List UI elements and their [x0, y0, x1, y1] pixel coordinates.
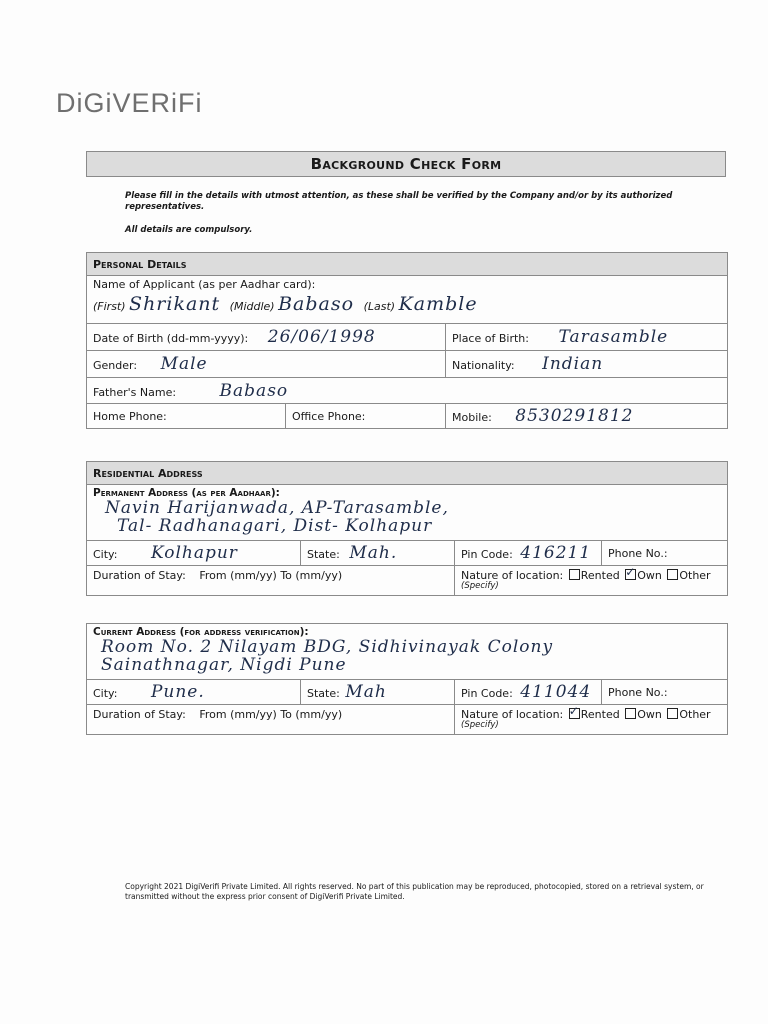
- home-phone-label: Home Phone:: [93, 409, 167, 423]
- cur-own-checkbox[interactable]: [625, 708, 636, 719]
- personal-details-table: [86, 252, 728, 429]
- cur-rented-label: Rented: [580, 708, 620, 721]
- last-name-value: Kamble: [398, 293, 478, 315]
- current-address-field[interactable]: [87, 624, 728, 680]
- residential-address-table: [86, 461, 728, 596]
- mobile-field[interactable]: [446, 404, 728, 429]
- cur-specify-label: (Specify): [461, 720, 499, 730]
- perm-duration-field[interactable]: [87, 566, 455, 596]
- cur-nature-label: Nature of location:: [461, 708, 564, 721]
- home-phone-field[interactable]: [87, 404, 286, 429]
- mobile-value: 8530291812: [515, 406, 634, 426]
- perm-pin-field[interactable]: [455, 541, 602, 566]
- place-of-birth-label: Place of Birth:: [452, 332, 529, 345]
- place-of-birth-field[interactable]: [446, 324, 728, 351]
- middle-name-label: (Middle): [229, 300, 275, 313]
- perm-duration-label: Duration of Stay:: [93, 569, 186, 582]
- perm-rented-checkbox[interactable]: [569, 569, 580, 580]
- cur-city-field[interactable]: [87, 680, 301, 705]
- perm-city-field[interactable]: [87, 541, 301, 566]
- cur-phone-label: Phone No.:: [608, 685, 668, 699]
- perm-state-field[interactable]: [301, 541, 455, 566]
- perm-state-value: Mah.: [349, 543, 398, 563]
- perm-phone-label: Phone No.:: [608, 546, 668, 560]
- perm-own-label: Own: [637, 569, 662, 582]
- father-name-label: Father's Name:: [93, 385, 177, 399]
- cur-own-label: Own: [637, 708, 662, 721]
- cur-state-label: State:: [307, 687, 340, 700]
- mobile-label: Mobile:: [452, 411, 492, 424]
- permanent-address-field[interactable]: [87, 485, 728, 541]
- residential-address-header: Residential Address: [87, 462, 728, 485]
- gender-field[interactable]: [87, 351, 446, 378]
- nationality-label: Nationality:: [452, 359, 515, 372]
- applicant-name-label: Name of Applicant (as per Aadhar card):: [93, 278, 316, 291]
- cur-other-checkbox[interactable]: [667, 708, 678, 719]
- perm-phone-field[interactable]: [602, 541, 728, 566]
- current-address-table: [86, 623, 728, 735]
- nationality-field[interactable]: [446, 351, 728, 378]
- perm-city-label: City:: [93, 548, 118, 561]
- form-title: Background Check Form: [86, 151, 726, 177]
- cur-pin-label: Pin Code:: [461, 687, 513, 700]
- perm-pin-label: Pin Code:: [461, 548, 513, 561]
- instruction-text: Please fill in the details with utmost attention, as these shall be verified by the Company and/or by its authorized representatives.: [125, 191, 673, 212]
- office-phone-field[interactable]: [286, 404, 446, 429]
- father-name-field[interactable]: [87, 378, 728, 404]
- place-of-birth-value: Tarasamble: [558, 327, 669, 347]
- cur-state-field[interactable]: [301, 680, 455, 705]
- perm-nature-label: Nature of location:: [461, 569, 564, 582]
- perm-city-value: Kolhapur: [150, 543, 238, 563]
- cur-pin-value: 411044: [520, 682, 592, 702]
- first-name-value: Shrikant: [129, 293, 221, 315]
- cur-city-label: City:: [93, 687, 118, 700]
- cur-phone-field[interactable]: [602, 680, 728, 705]
- perm-rented-label: Rented: [580, 569, 620, 582]
- cur-duration-label: Duration of Stay:: [93, 708, 186, 721]
- office-phone-label: Office Phone:: [292, 409, 366, 423]
- current-address-label: Current Address (for address verification):: [93, 626, 309, 638]
- cur-city-value: Pune.: [150, 682, 205, 702]
- gender-label: Gender:: [93, 359, 138, 372]
- perm-pin-value: 416211: [520, 543, 592, 563]
- perm-own-checkbox[interactable]: [625, 569, 636, 580]
- permanent-address-line1: Navin Harijanwada, AP-Tarasamble,: [105, 498, 449, 518]
- last-name-label: (Last): [363, 300, 396, 313]
- compulsory-note: All details are compulsory.: [125, 225, 253, 235]
- first-name-label: (First): [93, 300, 126, 313]
- cur-pin-field[interactable]: [455, 680, 602, 705]
- personal-details-header: Personal Details: [87, 253, 728, 276]
- current-address-line2: Sainathnagar, Nigdi Pune: [101, 655, 347, 675]
- gender-value: Male: [160, 354, 208, 374]
- permanent-address-label: Permanent Address (as per Aadhaar):: [93, 487, 280, 499]
- father-name-value: Babaso: [219, 380, 289, 401]
- cur-other-label: Other: [679, 708, 711, 721]
- dob-field[interactable]: [87, 324, 446, 351]
- cur-state-value: Mah: [345, 682, 387, 702]
- nationality-value: Indian: [542, 354, 604, 374]
- permanent-address-line2: Tal- Radhanagari, Dist- Kolhapur: [117, 516, 433, 536]
- current-address-line1: Room No. 2 Nilayam BDG, Sidhivinayak Colony: [101, 637, 554, 657]
- cur-rented-checkbox[interactable]: [569, 708, 580, 719]
- dob-value: 26/06/1998: [267, 327, 376, 347]
- perm-other-checkbox[interactable]: [667, 569, 678, 580]
- dob-label: Date of Birth (dd-mm-yyyy):: [93, 332, 249, 345]
- cur-from-to: From (mm/yy) To (mm/yy): [199, 708, 343, 721]
- perm-other-label: Other: [679, 569, 711, 582]
- perm-nature-field: [455, 566, 728, 596]
- cur-nature-field: [455, 705, 728, 735]
- copyright-footer: Copyright 2021 DigiVerifi Private Limited. All rights reserved. No part of this publication may be reproduced, photocopied, stored on a retrieval system, or transmitted without the express prior consent of DigiVerifi Private Limited.: [125, 882, 704, 901]
- cur-duration-field[interactable]: [87, 705, 455, 735]
- perm-state-label: State:: [307, 548, 340, 561]
- applicant-name-field[interactable]: [87, 276, 728, 324]
- perm-from-to: From (mm/yy) To (mm/yy): [199, 569, 343, 582]
- company-logo: DiGiVERiFi: [56, 88, 203, 118]
- perm-specify-label: (Specify): [461, 581, 499, 591]
- middle-name-value: Babaso: [278, 293, 355, 315]
